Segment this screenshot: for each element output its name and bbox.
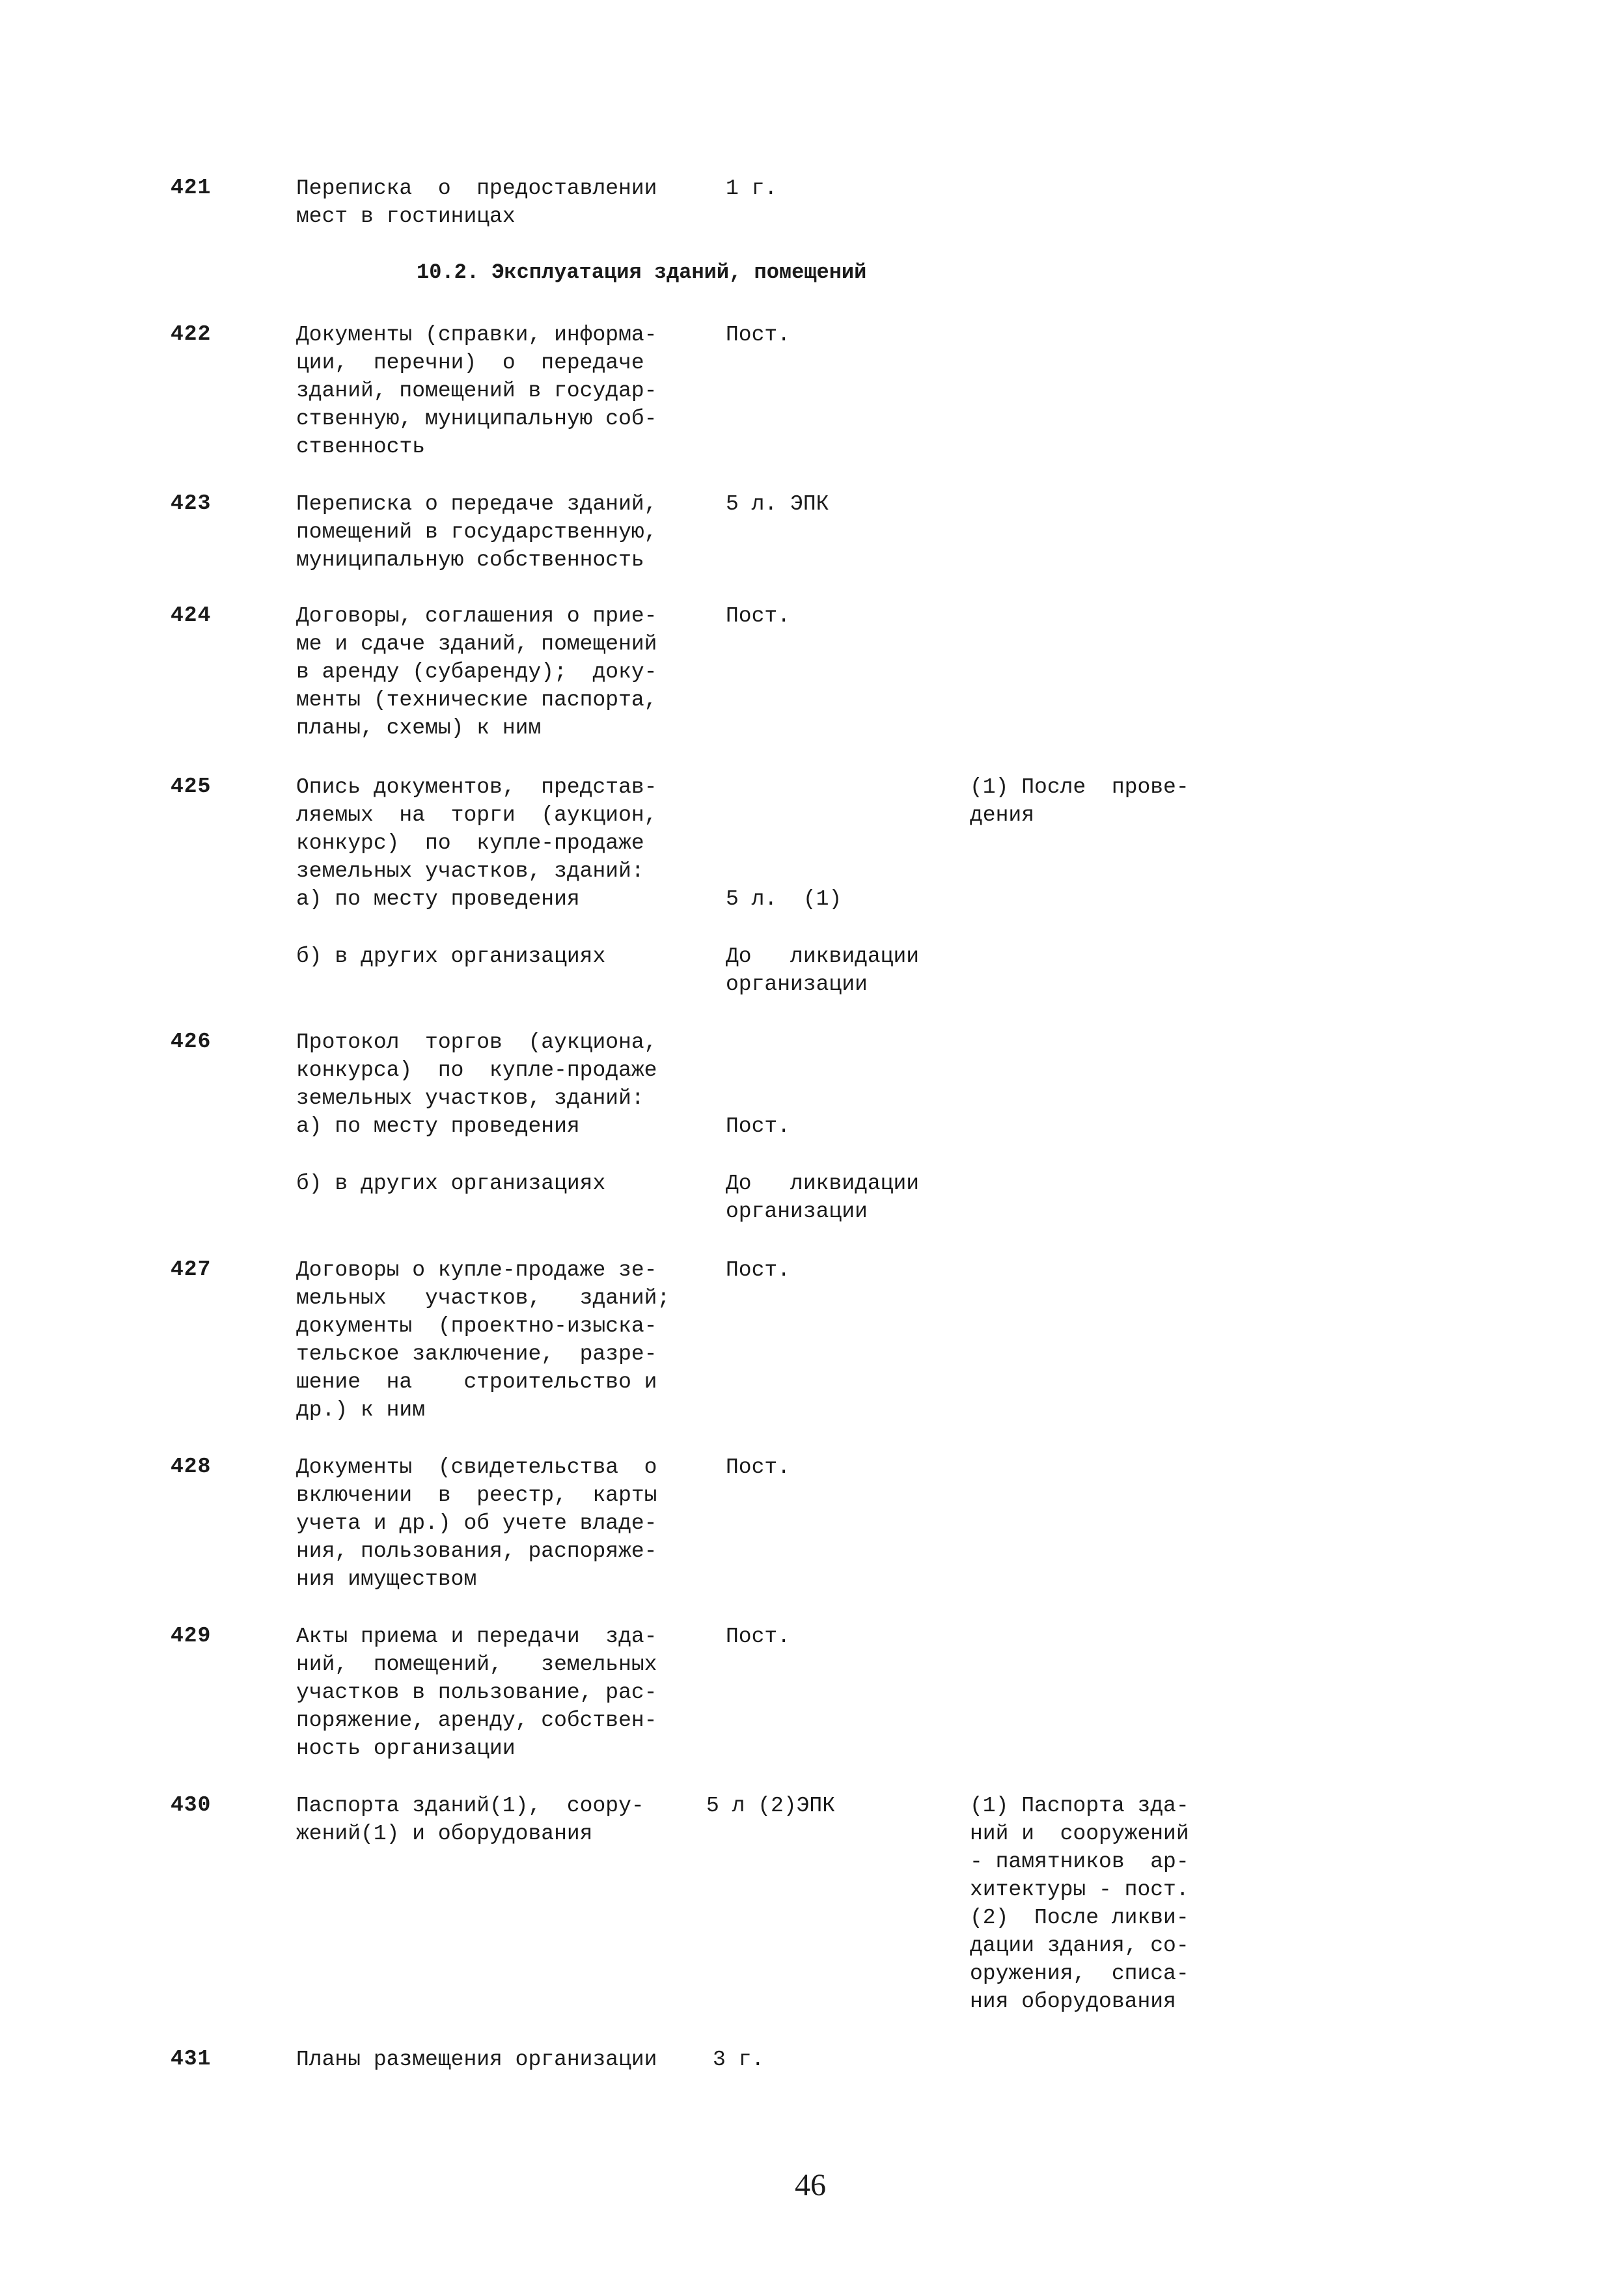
row-number: 421 <box>171 176 212 200</box>
row-number: 427 <box>171 1257 212 1282</box>
row-term: Пост. <box>726 604 791 628</box>
row-number: 431 <box>171 2047 212 2071</box>
row-number: 430 <box>171 1793 212 1817</box>
row-title: Акты приема и передачи зда- ний, помещений, земельных участков в пользование, рас- поряжение, аренду, собствен- ность организации <box>296 1624 657 1761</box>
row-title: Договоры о купле-продаже зе- мельных участков, зданий; документы (проектно-изыска- тельское заключение, разре- шение на строительство и др.) к ним <box>296 1258 670 1422</box>
row-term: 5 л (2)ЭПК <box>706 1794 836 1818</box>
row-title: Документы (справки, информа- ции, перечни) о передаче зданий, помещений в государ- ственную, муниципальную соб- ственность <box>296 323 657 459</box>
row-term: 5 л. ЭПК <box>726 492 829 516</box>
row-term: До ликвидации организации <box>726 1172 920 1224</box>
row-number: 426 <box>171 1030 212 1054</box>
row-number: 422 <box>171 322 212 346</box>
row-number: 429 <box>171 1624 212 1648</box>
row-term: 5 л. (1) <box>726 887 842 911</box>
row-number: 425 <box>171 774 212 799</box>
row-term: Пост. <box>726 1258 791 1282</box>
row-term: Пост. <box>726 1114 791 1138</box>
section-heading: 10.2. Эксплуатация зданий, помещений <box>417 260 867 284</box>
row-term: Пост. <box>726 1455 791 1479</box>
row-title: Опись документов, представ- ляемых на торги (аукцион, конкурс) по купле-продаже земельных участков, зданий: а) по месту проведения <box>296 775 657 911</box>
row-term: До ликвидации организации <box>726 944 920 996</box>
row-term: Пост. <box>726 323 791 347</box>
page-number: 46 <box>795 2168 826 2202</box>
row-title: Переписка о передаче зданий, помещений в государственную, муниципальную собственность <box>296 492 657 572</box>
row-number: 423 <box>171 491 212 515</box>
row-number: 428 <box>171 1455 212 1479</box>
row-title: Договоры, соглашения о прие- ме и сдаче зданий, помещений в аренду (субаренду); доку- менты (технические паспорта, планы, схемы) к ним <box>296 604 657 740</box>
row-title: Планы размещения организации <box>296 2048 657 2072</box>
row-number: 424 <box>171 603 212 627</box>
row-title: Паспорта зданий(1), соору- жений(1) и оборудования <box>296 1794 644 1846</box>
row-title: б) в других организациях <box>296 1172 606 1196</box>
row-title: Протокол торгов (аукциона, конкурса) по купле-продаже земельных участков, зданий: а) по месту проведения <box>296 1030 657 1138</box>
row-term: 1 г. <box>726 176 778 200</box>
row-term: 3 г. <box>713 2048 765 2072</box>
row-title: Переписка о предоставлении мест в гостиницах <box>296 176 657 228</box>
row-title: Документы (свидетельства о включении в реестр, карты учета и др.) об учете владе- ния, пользования, распоряже- ния имуществом <box>296 1455 657 1591</box>
row-note: (1) Паспорта зда- ний и сооружений - памятников ар- хитектуры - пост. (2) После ликви- дации здания, со- оружения, списа- ния оборудования <box>970 1794 1189 2014</box>
row-title: б) в других организациях <box>296 944 606 968</box>
row-note: (1) После прове- дения <box>970 775 1189 827</box>
row-term: Пост. <box>726 1624 791 1649</box>
